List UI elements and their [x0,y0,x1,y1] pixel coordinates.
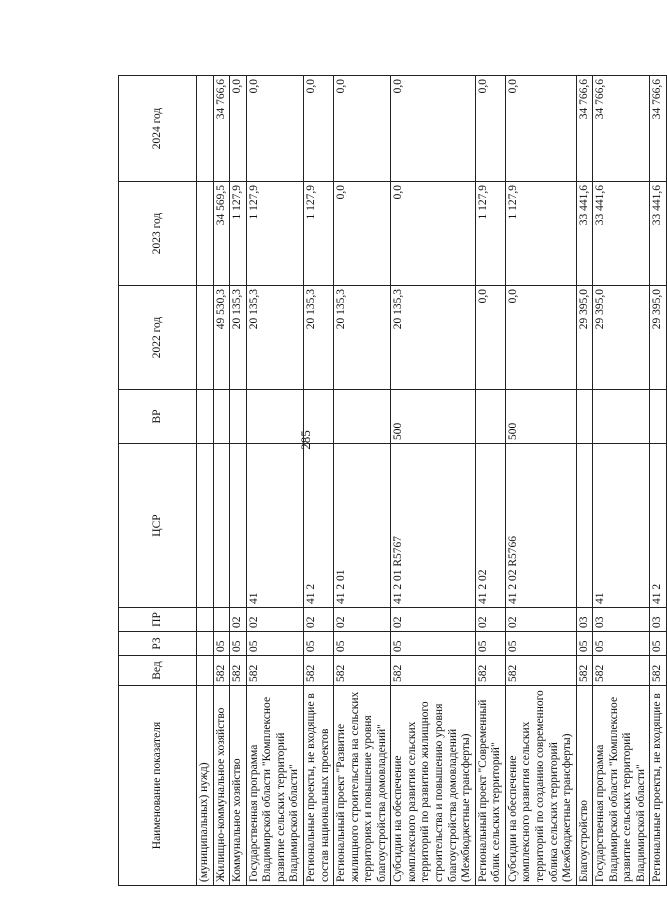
ved-cell: 582 [391,656,475,686]
rz-cell: 05 [576,632,593,656]
indicator-name-cell: Государственная программа Владимирской области "Комплексное развитие сельских территорий Владимирской области" [246,686,303,886]
year-2022-cell: 49 530,3 [213,286,230,390]
year-2022-cell: 20 135,3 [391,286,475,390]
table-row [593,76,650,886]
csr-cell: 41 [593,444,650,608]
csr-cell: 41 2 02 R5766 [505,444,576,608]
csr-cell: 41 2 [303,444,333,608]
year-2023-cell: 33 441,6 [576,182,593,286]
rz-cell: 05 [650,632,667,656]
year-2023-cell [197,182,214,286]
indicator-name-cell: Государственная программа Владимирской области "Комплексное развитие сельских территорий Владимирской области" [593,686,650,886]
vr-cell [593,390,650,444]
ved-cell: 582 [230,656,247,686]
rz-cell: 05 [334,632,391,656]
year-2023-cell: 0,0 [334,182,391,286]
ved-cell: 582 [576,656,593,686]
table-row [230,76,247,886]
ved-cell: 582 [593,656,650,686]
table-row [213,76,230,886]
year-2022-cell: 29 395,0 [576,286,593,390]
rotated-page [118,76,664,886]
ved-cell: 582 [475,656,505,686]
year-2022-cell: 20 135,3 [246,286,303,390]
year-2024-cell: 34 766,6 [576,76,593,182]
ved-cell: 582 [246,656,303,686]
table-row [650,76,667,886]
year-2022-cell: 29 395,0 [650,286,667,390]
indicator-name-cell: Субсидии на обеспечение комплексного развития сельских территорий по созданию современного облика сельских территорий (Межбюджетные трансферты) [505,686,576,886]
table-row [334,76,391,886]
year-2024-cell: 34 766,6 [593,76,650,182]
year-2023-cell: 33 441,6 [593,182,650,286]
table-body [197,76,667,886]
indicator-name-cell: Региональные проекты, не входящие в состав национальных проектов [303,686,333,886]
year-2024-cell: 0,0 [230,76,247,182]
indicator-name-cell: Благоустройство [576,686,593,886]
year-2022-cell: 20 135,3 [334,286,391,390]
ved-cell: 582 [505,656,576,686]
vr-cell [230,390,247,444]
csr-cell [197,444,214,608]
vr-cell [197,390,214,444]
year-2024-cell: 34 766,6 [213,76,230,182]
table-row [197,76,214,886]
year-2023-cell: 0,0 [391,182,475,286]
ved-cell [197,656,214,686]
csr-cell [230,444,247,608]
pr-cell: 03 [650,608,667,632]
col-csr-header: ЦСР [119,444,197,608]
table-row [475,76,505,886]
vr-cell [576,390,593,444]
budget-table [118,75,667,886]
year-2023-cell: 34 569,5 [213,182,230,286]
col-vr-header: ВР [119,390,197,444]
pr-cell: 02 [303,608,333,632]
pr-cell: 02 [246,608,303,632]
year-2022-cell [197,286,214,390]
col-rz-header: РЗ [119,632,197,656]
pr-cell: 03 [576,608,593,632]
table-row [505,76,576,886]
year-2024-cell: 34 766,6 [650,76,667,182]
page-number: 285 [298,430,313,450]
table-row [576,76,593,886]
table-row [246,76,303,886]
csr-cell: 41 2 [650,444,667,608]
rz-cell: 05 [593,632,650,656]
rz-cell: 05 [391,632,475,656]
csr-cell: 41 [246,444,303,608]
vr-cell [213,390,230,444]
pr-cell: 02 [230,608,247,632]
year-2022-cell: 0,0 [505,286,576,390]
year-2024-cell: 0,0 [246,76,303,182]
col-name-header: Наименование показателя [119,686,197,886]
year-2023-cell: 1 127,9 [246,182,303,286]
year-2023-cell: 1 127,9 [475,182,505,286]
year-2022-cell: 20 135,3 [303,286,333,390]
pr-cell: 03 [593,608,650,632]
indicator-name-cell: Субсидии на обеспечение комплексного развития сельских территорий по развитию жилищного строительства и повышению уровня благоустройства домовладений (Межбюджетные трансферты) [391,686,475,886]
indicator-name-cell: Коммунальное хозяйство [230,686,247,886]
year-2024-cell: 0,0 [505,76,576,182]
col-ved-header: Вед [119,656,197,686]
col-2023-header: 2023 год [119,182,197,286]
pr-cell: 02 [505,608,576,632]
vr-cell [303,390,333,444]
vr-cell: 500 [391,390,475,444]
col-2024-header: 2024 год [119,76,197,182]
year-2024-cell [197,76,214,182]
rz-cell: 05 [246,632,303,656]
year-2022-cell: 20 135,3 [230,286,247,390]
pr-cell [197,608,214,632]
rz-cell: 05 [303,632,333,656]
ved-cell: 582 [303,656,333,686]
year-2023-cell: 33 441,6 [650,182,667,286]
pr-cell: 02 [475,608,505,632]
indicator-name-cell: (муниципальных) нужд) [197,686,214,886]
vr-cell [475,390,505,444]
csr-cell [576,444,593,608]
ved-cell: 582 [213,656,230,686]
indicator-name-cell: Жилищно-коммунальное хозяйство [213,686,230,886]
year-2023-cell: 1 127,9 [303,182,333,286]
year-2023-cell: 1 127,9 [505,182,576,286]
year-2024-cell: 0,0 [391,76,475,182]
ved-cell: 582 [650,656,667,686]
ved-cell: 582 [334,656,391,686]
col-pr-header: ПР [119,608,197,632]
indicator-name-cell: Региональный проект "Современный облик сельских территорий" [475,686,505,886]
csr-cell [213,444,230,608]
col-2022-header: 2022 год [119,286,197,390]
pr-cell [213,608,230,632]
year-2024-cell: 0,0 [475,76,505,182]
vr-cell [650,390,667,444]
table-header-row [119,76,197,886]
year-2024-cell: 0,0 [303,76,333,182]
rz-cell: 05 [505,632,576,656]
rz-cell: 05 [475,632,505,656]
rz-cell [197,632,214,656]
vr-cell: 500 [505,390,576,444]
year-2023-cell: 1 127,9 [230,182,247,286]
vr-cell [246,390,303,444]
year-2022-cell: 29 395,0 [593,286,650,390]
indicator-name-cell: Региональные проекты, не входящие в [650,686,667,886]
table-row [303,76,333,886]
csr-cell: 41 2 01 R5767 [391,444,475,608]
indicator-name-cell: Региональный проект "Развитие жилищного строительства на сельских территориях и повышение уровня благоустройства домовладений" [334,686,391,886]
rz-cell: 05 [230,632,247,656]
csr-cell: 41 2 02 [475,444,505,608]
csr-cell: 41 2 01 [334,444,391,608]
table-row [391,76,475,886]
vr-cell [334,390,391,444]
year-2022-cell: 0,0 [475,286,505,390]
rz-cell: 05 [213,632,230,656]
pr-cell: 02 [391,608,475,632]
year-2024-cell: 0,0 [334,76,391,182]
pr-cell: 02 [334,608,391,632]
